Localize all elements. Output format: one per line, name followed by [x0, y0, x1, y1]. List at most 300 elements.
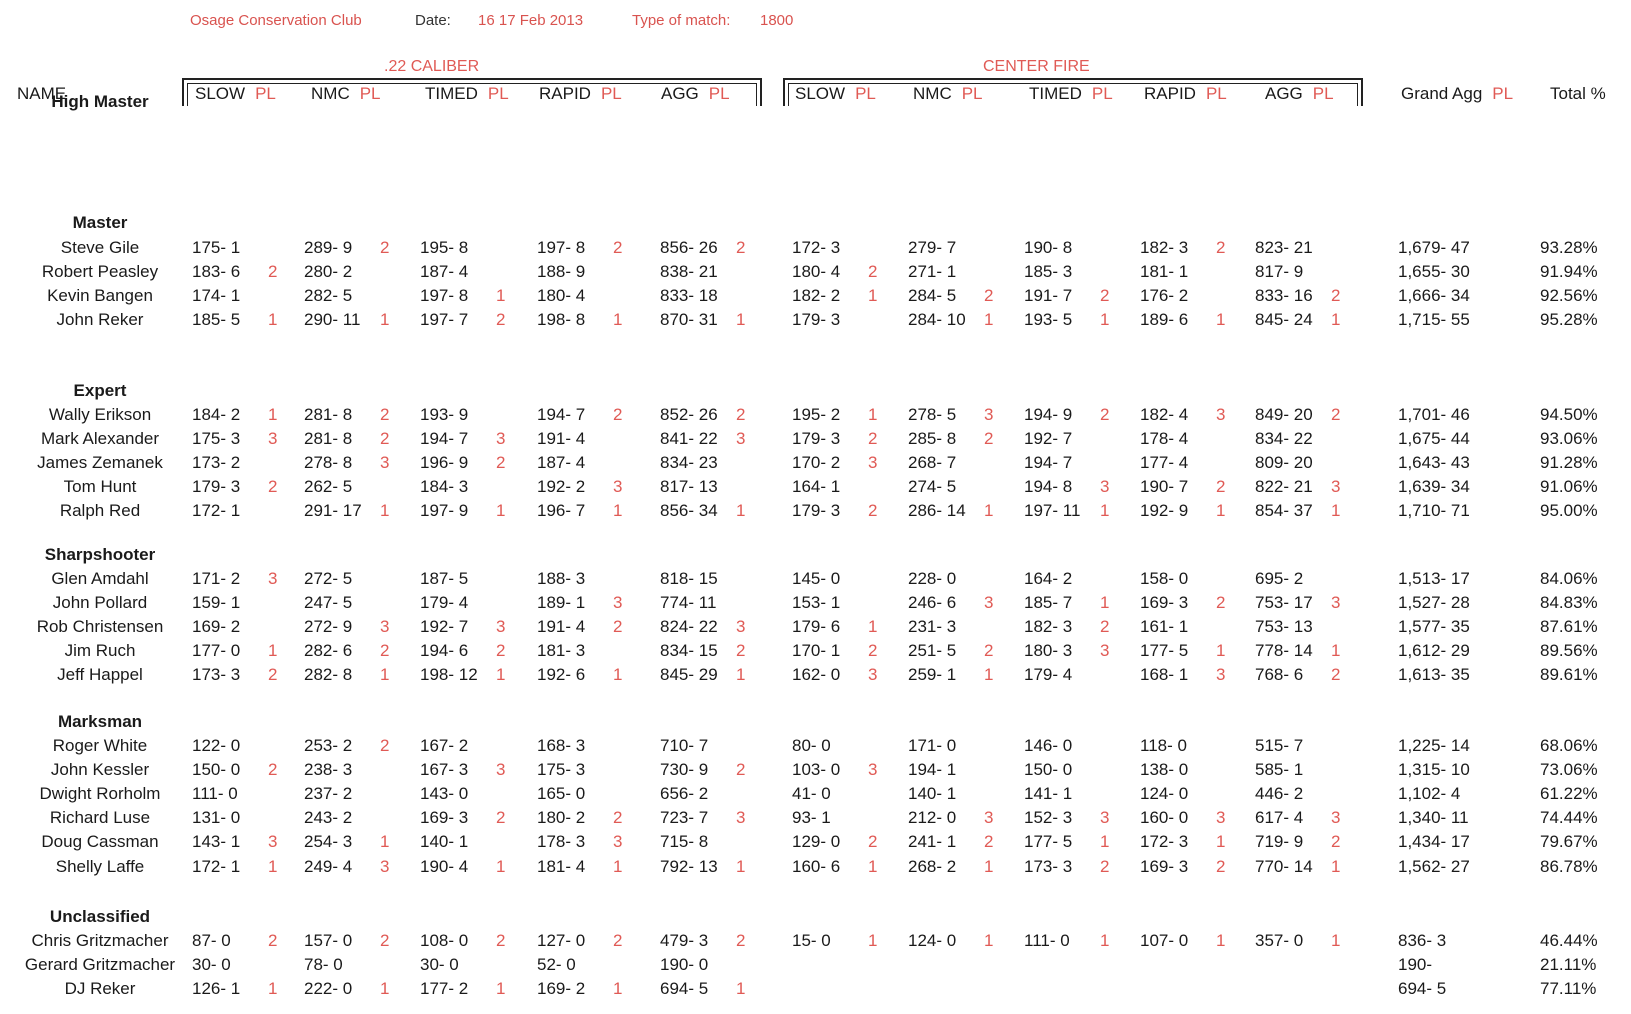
- cf-rapid-score: 169- 3: [1140, 856, 1189, 876]
- c22-slow-place: 2: [268, 477, 278, 497]
- c22-agg-place: 2: [736, 931, 746, 950]
- cf-nmc-score: 231- 3: [908, 617, 957, 637]
- cf-rapid-place: 2: [1216, 238, 1226, 257]
- cf-slow-score: 170- 2: [792, 453, 841, 473]
- c22-timed-score: 194- 7: [420, 429, 469, 449]
- cf-rapid-score: 169- 3: [1140, 593, 1189, 613]
- cf-rapid-score: 161- 1: [1140, 617, 1189, 637]
- shooter-name: Richard Luse: [49, 808, 151, 828]
- total-percent: 95.00%: [1540, 501, 1598, 521]
- cf-nmc-place: 1: [984, 931, 994, 950]
- cf-nmc-score: 212- 0: [908, 808, 957, 828]
- shooter-name: Roger White: [52, 736, 148, 755]
- c22-rapid-place: 3: [613, 832, 623, 852]
- shooter-name: Chris Gritzmacher: [31, 931, 169, 950]
- cf-timed-score: 141- 1: [1024, 784, 1073, 804]
- cf-timed-score: 152- 3: [1024, 808, 1073, 828]
- shooter-name: Jim Ruch: [64, 641, 136, 661]
- cf-timed-place: 2: [1100, 617, 1110, 637]
- cf-agg-score: 357- 0: [1255, 931, 1304, 950]
- c22-rapid-place: 2: [613, 405, 623, 424]
- cf-slow-place: 2: [868, 832, 878, 852]
- c22-rapid-score: 196- 7: [537, 501, 586, 521]
- cf-rapid-score: 177- 4: [1140, 453, 1189, 473]
- cf-timed-score: 111- 0: [1024, 931, 1070, 950]
- cf-timed-score: 185- 7: [1024, 593, 1073, 613]
- total-percent: 94.50%: [1540, 405, 1598, 424]
- cf-rapid-score: 118- 0: [1140, 736, 1187, 755]
- cf-agg-score: 822- 21: [1255, 477, 1313, 497]
- c22-slow-score: 172- 1: [192, 856, 241, 876]
- cf-agg-score: 753- 13: [1255, 617, 1313, 637]
- c22-nmc-place: 2: [380, 238, 390, 257]
- c22-timed-place: 1: [496, 501, 506, 521]
- grand-agg-score: 694- 5: [1398, 979, 1447, 999]
- shooter-name: John Kessler: [50, 760, 150, 780]
- c22-agg-place: 3: [736, 617, 746, 637]
- cf-rapid-place: 3: [1216, 405, 1226, 424]
- c22-rapid-score: 189- 1: [537, 593, 586, 613]
- shooter-name: Dwight Rorholm: [39, 784, 161, 804]
- cf-rapid-place: 1: [1216, 310, 1226, 330]
- c22-nmc-score: 262- 5: [304, 477, 353, 497]
- total-percent: 93.06%: [1540, 429, 1598, 449]
- c22-timed-score: 187- 5: [420, 569, 469, 588]
- cf-rapid-place: 2: [1216, 593, 1226, 613]
- c22-rapid-score: 181- 3: [537, 641, 586, 661]
- cf-timed-score: 194- 8: [1024, 477, 1073, 497]
- cf-agg-score: 809- 20: [1255, 453, 1313, 473]
- c22-agg-score: 774- 11: [660, 593, 717, 613]
- cf-timed-score: 190- 8: [1024, 238, 1073, 257]
- c22-nmc-score: 222- 0: [304, 979, 353, 999]
- c22-timed-place: 2: [496, 808, 506, 828]
- c22-agg-score: 817- 13: [660, 477, 718, 497]
- c22-agg-score: 479- 3: [660, 931, 709, 950]
- c22-slow-score: 169- 2: [192, 617, 241, 637]
- cf-timed-score: 146- 0: [1024, 736, 1073, 755]
- total-percent: 86.78%: [1540, 856, 1598, 876]
- cf-agg-place: 1: [1331, 856, 1341, 876]
- cf-slow-score: 179- 3: [792, 501, 841, 521]
- cf-agg-score: 854- 37: [1255, 501, 1313, 521]
- c22-timed-score: 179- 4: [420, 593, 469, 613]
- c22-rapid-score: 169- 2: [537, 979, 586, 999]
- c22-agg-score: 870- 31: [660, 310, 718, 330]
- c22-timed-place: 3: [496, 760, 506, 780]
- cf-slow-score: 172- 3: [792, 238, 841, 257]
- c22-rapid-place: 2: [613, 238, 623, 257]
- total-percent: 61.22%: [1540, 784, 1598, 804]
- cf-slow-score: 182- 2: [792, 286, 841, 306]
- cf-timed-score: 194- 7: [1024, 453, 1073, 473]
- c22-nmc-score: 282- 5: [304, 286, 353, 306]
- c22-nmc-score: 278- 8: [304, 453, 353, 473]
- c22-nmc-score: 291- 17: [304, 501, 362, 521]
- c22-timed-score: 196- 9: [420, 453, 469, 473]
- cf-agg-score: 585- 1: [1255, 760, 1304, 780]
- c22-timed-place: 1: [496, 856, 506, 876]
- cf-agg-score: 695- 2: [1255, 569, 1304, 588]
- cf-timed-score: 191- 7: [1024, 286, 1073, 306]
- total-percent: 84.83%: [1540, 593, 1598, 613]
- c22-nmc-score: 282- 6: [304, 641, 353, 661]
- c22-rapid-score: 192- 6: [537, 665, 586, 685]
- cf-agg-score: 823- 21: [1255, 238, 1313, 257]
- shooter-name: Jeff Happel: [57, 665, 143, 685]
- c22-timed-score: 195- 8: [420, 238, 469, 257]
- grand-agg-score: 1,513- 17: [1398, 569, 1470, 588]
- total-percent: 77.11%: [1540, 979, 1597, 999]
- c22-rapid-score: 180- 4: [537, 286, 586, 306]
- c22-slow-score: 184- 2: [192, 405, 241, 424]
- c22-nmc-score: 247- 5: [304, 593, 353, 613]
- cf-rapid-score: 124- 0: [1140, 784, 1189, 804]
- category-heading: Sharpshooter: [44, 545, 156, 564]
- c22-agg-place: 2: [736, 405, 746, 424]
- cf-nmc-score: 279- 7: [908, 238, 957, 257]
- col-c22-agg: AGG PL: [661, 84, 730, 103]
- cf-timed-place: 1: [1100, 931, 1110, 950]
- c22-agg-score: 841- 22: [660, 429, 718, 449]
- c22-agg-score: 730- 9: [660, 760, 709, 780]
- date-label: Date:: [415, 12, 451, 29]
- cf-slow-score: 41- 0: [792, 784, 831, 804]
- cf-agg-place: 3: [1331, 808, 1341, 828]
- cf-nmc-score: 274- 5: [908, 477, 957, 497]
- cf-slow-place: 2: [868, 262, 878, 282]
- c22-agg-score: 190- 0: [660, 955, 709, 975]
- c22-nmc-score: 290- 11: [304, 310, 361, 330]
- c22-slow-score: 87- 0: [192, 931, 231, 950]
- cf-slow-score: 170- 1: [792, 641, 841, 661]
- grand-agg-score: 1,666- 34: [1398, 286, 1470, 306]
- cf-agg-score: 617- 4: [1255, 808, 1304, 828]
- c22-slow-score: 172- 1: [192, 501, 241, 521]
- c22-nmc-score: 249- 4: [304, 856, 353, 876]
- c22-slow-score: 30- 0: [192, 955, 231, 975]
- cf-timed-place: 1: [1100, 593, 1110, 613]
- c22-timed-score: 193- 9: [420, 405, 469, 424]
- total-percent: 21.11%: [1540, 955, 1597, 975]
- col-grand-agg: Grand Agg PL: [1401, 84, 1514, 103]
- cf-nmc-score: 271- 1: [908, 262, 957, 282]
- grand-agg-score: 1,102- 4: [1398, 784, 1461, 804]
- cf-timed-score: 177- 5: [1024, 832, 1073, 852]
- c22-agg-score: 715- 8: [660, 832, 709, 852]
- cf-slow-score: 80- 0: [792, 736, 831, 755]
- c22-rapid-score: 198- 8: [537, 310, 586, 330]
- total-percent: 92.56%: [1540, 286, 1598, 306]
- cf-timed-score: 197- 11: [1024, 501, 1081, 521]
- c22-nmc-place: 2: [380, 429, 390, 449]
- col-c22-nmc: NMC PL: [311, 84, 381, 103]
- c22-slow-place: 3: [268, 569, 278, 588]
- c22-slow-score: 143- 1: [192, 832, 241, 852]
- cf-nmc-score: 284- 10: [908, 310, 966, 330]
- cf-agg-place: 1: [1331, 931, 1341, 950]
- c22-nmc-place: 2: [380, 641, 390, 661]
- c22-rapid-score: 181- 4: [537, 856, 586, 876]
- cf-rapid-score: 181- 1: [1140, 262, 1189, 282]
- c22-slow-place: 1: [268, 856, 278, 876]
- col-cf-nmc: NMC PL: [913, 84, 983, 103]
- c22-nmc-place: 2: [380, 736, 390, 755]
- total-percent: 73.06%: [1540, 760, 1598, 780]
- c22-rapid-place: 2: [613, 931, 623, 950]
- grand-agg-score: 1,675- 44: [1398, 429, 1470, 449]
- c22-agg-score: 834- 15: [660, 641, 718, 661]
- c22-slow-place: 3: [268, 429, 278, 449]
- cf-rapid-score: 172- 3: [1140, 832, 1189, 852]
- cf-timed-score: 194- 9: [1024, 405, 1073, 424]
- cf-agg-place: 3: [1331, 477, 1341, 497]
- cf-rapid-score: 177- 5: [1140, 641, 1189, 661]
- c22-rapid-place: 1: [613, 501, 623, 521]
- cf-slow-score: 179- 3: [792, 429, 841, 449]
- c22-timed-score: 197- 9: [420, 501, 469, 521]
- c22-nmc-score: 237- 2: [304, 784, 353, 804]
- cf-agg-score: 719- 9: [1255, 832, 1304, 852]
- cf-slow-place: 2: [868, 429, 878, 449]
- cf-nmc-score: 194- 1: [908, 760, 957, 780]
- c22-nmc-score: 289- 9: [304, 238, 353, 257]
- c22-nmc-place: 3: [380, 617, 390, 637]
- cf-timed-score: 192- 7: [1024, 429, 1073, 449]
- cf-slow-place: 1: [868, 931, 878, 950]
- c22-timed-place: 3: [496, 617, 506, 637]
- total-percent: 93.28%: [1540, 238, 1598, 257]
- c22-nmc-score: 243- 2: [304, 808, 353, 828]
- c22-agg-score: 723- 7: [660, 808, 709, 828]
- category-heading: Marksman: [57, 712, 143, 731]
- cf-slow-score: 164- 1: [792, 477, 841, 497]
- shooter-name: Wally Erikson: [48, 405, 152, 424]
- c22-slow-score: 126- 1: [192, 979, 241, 999]
- shooter-name: DJ Reker: [64, 979, 136, 999]
- grand-agg-score: 1,562- 27: [1398, 856, 1470, 876]
- c22-agg-score: 856- 34: [660, 501, 718, 521]
- cf-agg-score: 778- 14: [1255, 641, 1313, 661]
- cf-nmc-place: 2: [984, 832, 994, 852]
- cf-nmc-place: 2: [984, 641, 994, 661]
- c22-rapid-place: 1: [613, 310, 623, 330]
- cf-nmc-place: 2: [984, 286, 994, 306]
- c22-slow-score: 177- 0: [192, 641, 241, 661]
- cf-rapid-score: 168- 1: [1140, 665, 1189, 685]
- cf-agg-score: 753- 17: [1255, 593, 1313, 613]
- cf-agg-score: 515- 7: [1255, 736, 1304, 755]
- centerfire-caption: CENTER FIRE: [983, 58, 1090, 75]
- cf-rapid-place: 2: [1216, 856, 1226, 876]
- cf-nmc-score: 259- 1: [908, 665, 957, 685]
- c22-timed-score: 184- 3: [420, 477, 469, 497]
- cf-agg-score: 833- 16: [1255, 286, 1313, 306]
- c22-rapid-score: 194- 7: [537, 405, 586, 424]
- c22-rapid-score: 191- 4: [537, 617, 586, 637]
- cf-agg-score: 849- 20: [1255, 405, 1313, 424]
- col-c22-rapid: RAPID PL: [539, 84, 622, 103]
- c22-slow-score: 171- 2: [192, 569, 241, 588]
- grand-agg-score: 190-: [1398, 955, 1433, 975]
- c22-agg-score: 852- 26: [660, 405, 718, 424]
- c22-rapid-score: 127- 0: [537, 931, 586, 950]
- c22-nmc-place: 1: [380, 310, 390, 330]
- cf-timed-score: 179- 4: [1024, 665, 1073, 685]
- cf-timed-place: 2: [1100, 286, 1110, 306]
- cf-nmc-score: 124- 0: [908, 931, 957, 950]
- cf-nmc-place: 2: [984, 429, 994, 449]
- match-type-value: 1800: [760, 12, 794, 29]
- cf-rapid-score: 189- 6: [1140, 310, 1189, 330]
- c22-nmc-place: 1: [380, 979, 390, 999]
- c22-nmc-score: 272- 9: [304, 617, 353, 637]
- total-percent: 91.06%: [1540, 477, 1598, 497]
- c22-agg-score: 694- 5: [660, 979, 709, 999]
- cf-timed-place: 3: [1100, 808, 1110, 828]
- cf-slow-place: 2: [868, 501, 878, 521]
- cf-nmc-score: 241- 1: [908, 832, 957, 852]
- total-percent: 46.44%: [1540, 931, 1598, 950]
- cf-slow-place: 2: [868, 641, 878, 661]
- club-name: Osage Conservation Club: [190, 12, 362, 29]
- cf-agg-score: 817- 9: [1255, 262, 1304, 282]
- cf-slow-place: 3: [868, 453, 878, 473]
- c22-slow-score: 131- 0: [192, 808, 241, 828]
- total-percent: 74.44%: [1540, 808, 1598, 828]
- cf-slow-place: 3: [868, 760, 878, 780]
- cf-rapid-score: 107- 0: [1140, 931, 1189, 950]
- cf-timed-score: 150- 0: [1024, 760, 1073, 780]
- c22-rapid-place: 3: [613, 593, 623, 613]
- c22-slow-score: 111- 0: [192, 784, 238, 804]
- shooter-name: John Reker: [56, 310, 144, 330]
- cf-rapid-place: 3: [1216, 665, 1226, 685]
- grand-agg-score: 1,434- 17: [1398, 832, 1470, 852]
- c22-timed-score: 197- 8: [420, 286, 469, 306]
- cf-nmc-score: 268- 2: [908, 856, 957, 876]
- cf-slow-score: 160- 6: [792, 856, 841, 876]
- total-percent: 95.28%: [1540, 310, 1598, 330]
- cf-nmc-score: 140- 1: [908, 784, 957, 804]
- c22-agg-score: 833- 18: [660, 286, 718, 306]
- c22-agg-score: 710- 7: [660, 736, 709, 755]
- cf-nmc-score: 251- 5: [908, 641, 957, 661]
- cf-timed-score: 185- 3: [1024, 262, 1073, 282]
- c22-timed-score: 194- 6: [420, 641, 469, 661]
- cf-rapid-place: 1: [1216, 832, 1226, 852]
- grand-agg-score: 1,225- 14: [1398, 736, 1470, 755]
- cf-rapid-score: 178- 4: [1140, 429, 1189, 449]
- shooter-name: John Pollard: [52, 593, 148, 613]
- shooter-name: Doug Cassman: [41, 832, 159, 852]
- cf-rapid-score: 190- 7: [1140, 477, 1189, 497]
- cf-timed-place: 2: [1100, 856, 1110, 876]
- grand-agg-score: 1,701- 46: [1398, 405, 1470, 424]
- c22-rapid-score: 175- 3: [537, 760, 586, 780]
- cf-slow-score: 15- 0: [792, 931, 831, 950]
- c22-slow-score: 122- 0: [192, 736, 241, 755]
- c22-agg-score: 818- 15: [660, 569, 718, 588]
- cf-slow-place: 1: [868, 617, 878, 637]
- c22-nmc-score: 281- 8: [304, 405, 353, 424]
- cf-nmc-place: 3: [984, 593, 994, 613]
- cf-slow-score: 93- 1: [792, 808, 831, 828]
- c22-slow-place: 2: [268, 665, 278, 685]
- c22-nmc-place: 3: [380, 453, 390, 473]
- col-name: NAME: [17, 84, 67, 103]
- c22-slow-place: 2: [268, 931, 278, 950]
- c22-agg-place: 1: [736, 310, 746, 330]
- c22-nmc-place: 1: [380, 501, 390, 521]
- cf-rapid-place: 1: [1216, 931, 1226, 950]
- grand-agg-score: 1,655- 30: [1398, 262, 1470, 282]
- total-percent: 91.94%: [1540, 262, 1598, 282]
- c22-slow-score: 185- 5: [192, 310, 241, 330]
- cf-rapid-score: 182- 3: [1140, 238, 1189, 257]
- c22-slow-place: 1: [268, 641, 278, 661]
- c22-timed-score: 143- 0: [420, 784, 469, 804]
- shooter-name: Tom Hunt: [63, 477, 137, 497]
- grand-agg-score: 1,315- 10: [1398, 760, 1470, 780]
- c22-timed-score: 197- 7: [420, 310, 469, 330]
- c22-timed-score: 169- 3: [420, 808, 469, 828]
- cf-slow-score: 153- 1: [792, 593, 841, 613]
- c22-nmc-score: 282- 8: [304, 665, 353, 685]
- grand-agg-score: 1,643- 43: [1398, 453, 1470, 473]
- grand-agg-score: 1,679- 47: [1398, 238, 1470, 257]
- col-cf-agg: AGG PL: [1265, 84, 1334, 103]
- cf-nmc-score: 171- 0: [908, 736, 957, 755]
- c22-timed-score: 167- 2: [420, 736, 469, 755]
- cf-nmc-score: 285- 8: [908, 429, 957, 449]
- c22-agg-place: 3: [736, 808, 746, 828]
- c22-timed-place: 2: [496, 931, 506, 950]
- category-heading: Master: [72, 213, 128, 232]
- grand-agg-score: 836- 3: [1398, 931, 1447, 950]
- col-cf-rapid: RAPID PL: [1144, 84, 1227, 103]
- c22-slow-score: 159- 1: [192, 593, 241, 613]
- c22-rapid-place: 1: [613, 856, 623, 876]
- cf-timed-place: 1: [1100, 832, 1110, 852]
- cf-rapid-place: 3: [1216, 808, 1226, 828]
- cf-slow-place: 3: [868, 665, 878, 685]
- cf-rapid-place: 1: [1216, 641, 1226, 661]
- c22-rapid-score: 168- 3: [537, 736, 586, 755]
- c22-slow-place: 2: [268, 262, 278, 282]
- cf-rapid-score: 160- 0: [1140, 808, 1189, 828]
- cf-timed-score: 180- 3: [1024, 641, 1073, 661]
- c22-rapid-place: 2: [613, 808, 623, 828]
- cf-rapid-score: 176- 2: [1140, 286, 1189, 306]
- cf-slow-score: 195- 2: [792, 405, 841, 424]
- date-value: 16 17 Feb 2013: [478, 12, 584, 29]
- c22-timed-score: 177- 2: [420, 979, 469, 999]
- c22-rapid-place: 2: [613, 617, 623, 637]
- c22-slow-score: 174- 1: [192, 286, 241, 306]
- c22-rapid-place: 1: [613, 665, 623, 685]
- cf-slow-score: 162- 0: [792, 665, 841, 685]
- grand-agg-score: 1,340- 11: [1398, 808, 1469, 828]
- c22-agg-place: 1: [736, 665, 746, 685]
- cf-nmc-score: 246- 6: [908, 593, 957, 613]
- c22-timed-score: 30- 0: [420, 955, 459, 975]
- c22-agg-score: 792- 13: [660, 856, 718, 876]
- total-percent: 89.56%: [1540, 641, 1598, 661]
- c22-agg-score: 856- 26: [660, 238, 718, 257]
- cf-slow-score: 129- 0: [792, 832, 841, 852]
- cf-agg-place: 2: [1331, 665, 1341, 685]
